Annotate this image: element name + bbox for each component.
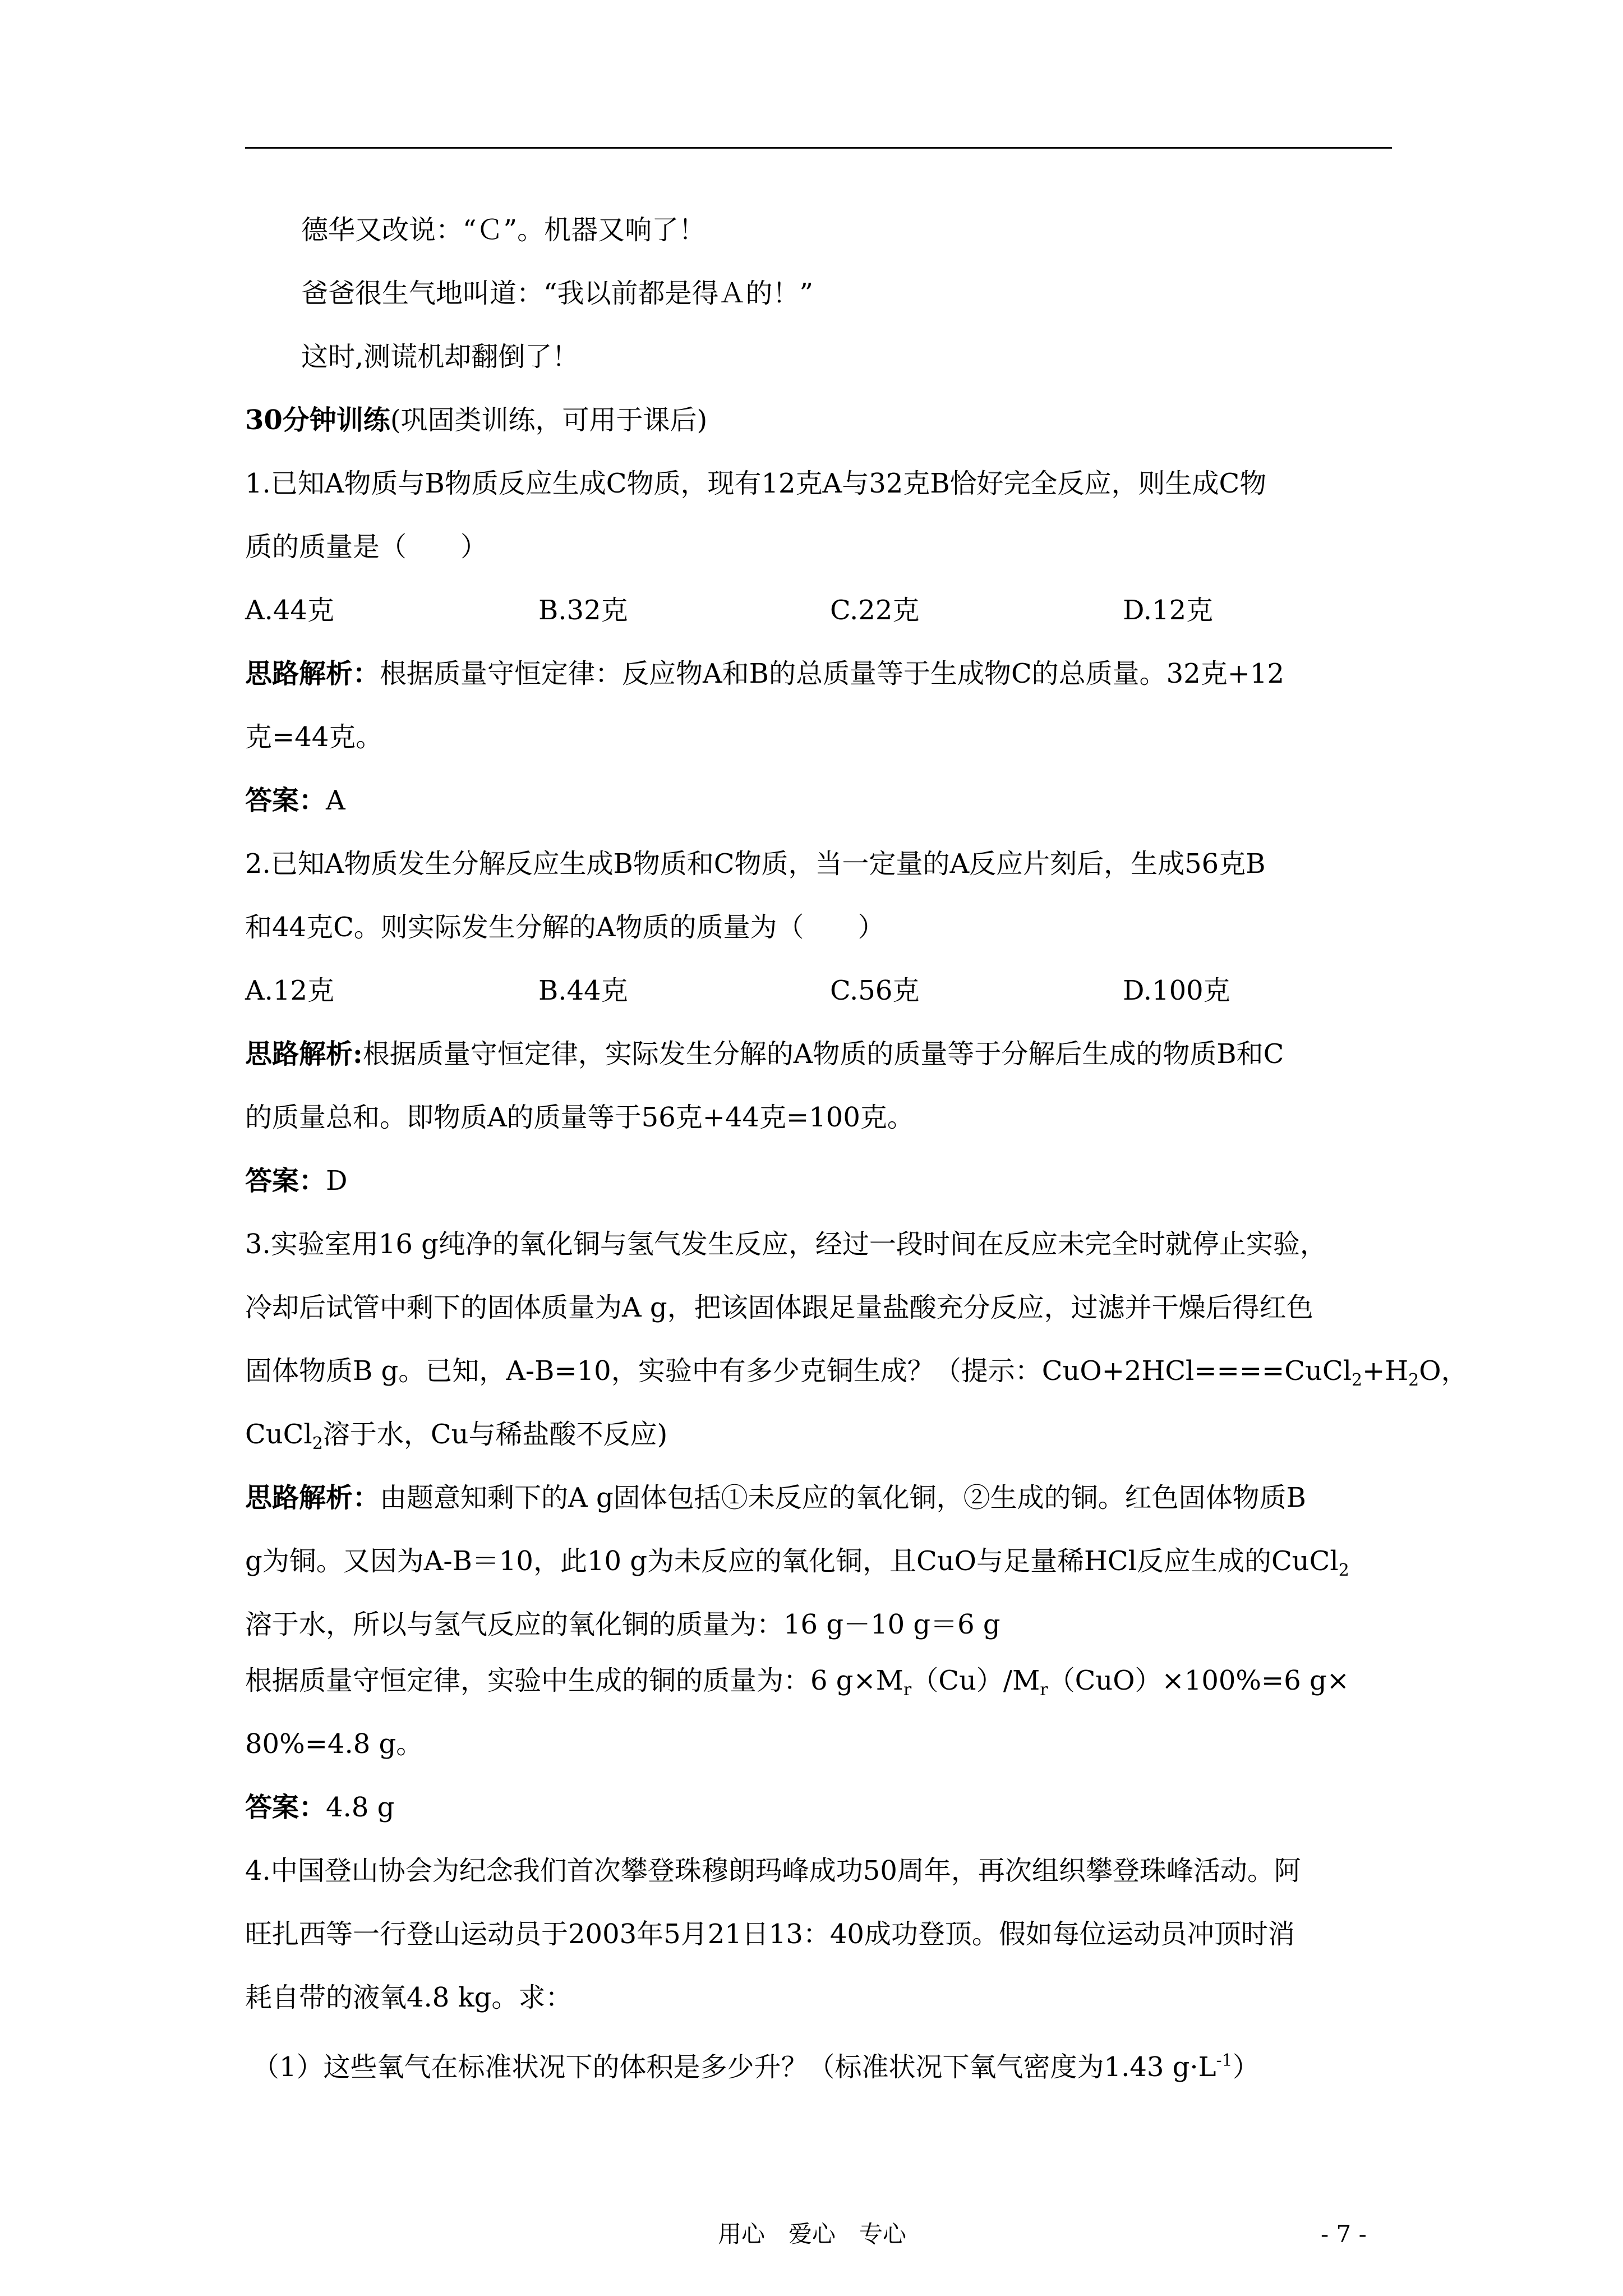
- q3-mr-subscript-2: r: [1040, 1680, 1048, 1700]
- q1-answer: [245, 784, 345, 817]
- q2-answer-value: D: [326, 1165, 348, 1197]
- q1-stem-line-2: 质的质量是（ ）: [245, 531, 488, 563]
- q3-analysis-line-2: [245, 1544, 1349, 1588]
- q3-stem-text-3b: +H: [1362, 1355, 1409, 1387]
- q3-answer-value: 4.8 g: [326, 1792, 395, 1823]
- story-line-3: 这时,测谎机却翻倒了！: [301, 341, 579, 372]
- q3-analysis-label: 思路解析：: [245, 1482, 380, 1513]
- q3-stem-text-3: 固体物质B g。已知，A-B=10，实验中有多少克铜生成？（提示：CuO+2HCl====CuCl: [245, 1355, 1352, 1387]
- q2-option-b: B.44克: [538, 975, 628, 1006]
- q3-analysis-text-1: 由题意知剩下的A g固体包括①未反应的氧化铜，②生成的铜。红色固体物质B: [380, 1482, 1306, 1513]
- q3-analysis-text-2: g为铜。又因为A-B＝10，此10 g为未反应的氧化铜，且CuO与足量稀HCl反应生成的CuCl: [245, 1545, 1339, 1577]
- q3-answer: [245, 1791, 394, 1824]
- q3-analysis-text-4c: （CuO）×100%=6 g×: [1048, 1665, 1349, 1696]
- q1-option-d: D.12克: [1123, 595, 1214, 626]
- q3-stem-text-4b: 溶于水，Cu与稀盐酸不反应): [322, 1419, 668, 1450]
- q3-answer-label: 答案：: [245, 1792, 326, 1823]
- q3-analysis-text-4a: 根据质量守恒定律，实验中生成的铜的质量为：6 g×M: [245, 1665, 903, 1696]
- q4-stem-line-2: 旺扎西等一行登山运动员于2003年5月21日13：40成功登顶。假如每位运动员冲顶时消: [245, 1918, 1295, 1950]
- q3-analysis-text-4b: （Cu）/M: [911, 1665, 1040, 1696]
- q2-analysis-line-1: [245, 1037, 1284, 1071]
- q2-answer: [245, 1164, 348, 1198]
- q2-analysis-text-1: 根据质量守恒定律，实际发生分解的A物质的质量等于分解后生成的物质B和C: [362, 1038, 1284, 1070]
- q1-analysis-text-1: 根据质量守恒定律：反应物A和B的总质量等于生成物C的总质量。32克+12: [380, 658, 1285, 689]
- q4-stem-line-1: 4.中国登山协会为纪念我们首次攀登珠穆朗玛峰成功50周年，再次组织攀登珠峰活动。阿: [245, 1855, 1301, 1887]
- page-number: - 7 -: [1321, 2220, 1367, 2248]
- q1-option-a: A.44克: [245, 595, 335, 626]
- q3-subscript: 2: [1352, 1370, 1363, 1390]
- q3-stem-text-4a: CuCl: [245, 1419, 312, 1450]
- q2-analysis-line-2: 的质量总和。即物质A的质量等于56克+44克=100克。: [245, 1102, 914, 1133]
- q3-analysis-line-1: [245, 1481, 1306, 1515]
- q3-subscript-3: 2: [312, 1434, 323, 1453]
- header-rule: [245, 147, 1392, 149]
- q3-stem-line-4: [245, 1418, 667, 1461]
- section-title: 30分钟训练: [245, 404, 390, 436]
- q3-stem-line-1: 3.实验室用16 g纯净的氧化铜与氢气发生反应，经过一段时间在反应未完全时就停止实验，: [245, 1228, 1327, 1260]
- section-note: (巩固类训练，可用于课后): [390, 404, 708, 436]
- story-line-2: 爸爸很生气地叫道：“我以前都是得Ａ的！”: [301, 278, 814, 309]
- q2-stem-line-2: 和44克C。则实际发生分解的A物质的质量为（ ）: [245, 912, 885, 943]
- q1-option-c: C.22克: [830, 595, 920, 626]
- q3-subscript-2: 2: [1408, 1370, 1419, 1390]
- story-line-1: 德华又改说：“Ｃ”。机器又响了！: [301, 214, 706, 246]
- q3-mr-subscript-1: r: [903, 1680, 912, 1700]
- q3-stem-text-3c: O，: [1419, 1355, 1468, 1387]
- q4-sub1-text: （1）这些氧气在标准状况下的体积是多少升？（标准状况下氧气密度为1.43 g·L: [252, 2051, 1216, 2083]
- q4-sub1-superscript: -1: [1216, 2051, 1233, 2070]
- q3-analysis-line-5: 80%=4.8 g。: [245, 1728, 423, 1760]
- q3-stem-line-2: 冷却后试管中剩下的固体质量为A g，把该固体跟足量盐酸充分反应，过滤并干燥后得红色: [245, 1292, 1313, 1323]
- q1-analysis-label: 思路解析：: [245, 658, 380, 689]
- q1-stem-line-1: 1.已知A物质与B物质反应生成C物质，现有12克A与32克B恰好完全反应，则生成C物: [245, 468, 1267, 499]
- q3-analysis-subscript: 2: [1338, 1561, 1349, 1580]
- q2-answer-label: 答案：: [245, 1165, 326, 1197]
- q1-analysis-line-2: 克=44克。: [245, 721, 383, 753]
- q2-stem-line-1: 2.已知A物质发生分解反应生成B物质和C物质，当一定量的A反应片刻后，生成56克B: [245, 848, 1266, 880]
- q2-analysis-label: 思路解析:: [245, 1038, 363, 1070]
- q4-stem-line-3: 耗自带的液氧4.8 kg。求：: [245, 1982, 573, 2013]
- q1-answer-label: 答案：: [245, 785, 326, 816]
- q3-analysis-line-3: 溶于水，所以与氢气反应的氧化铜的质量为：16 g－10 g＝6 g: [245, 1609, 1000, 1640]
- q3-stem-line-3: [245, 1354, 1468, 1397]
- q4-sub-question-1: [252, 2044, 1260, 2084]
- q3-analysis-line-4: [245, 1664, 1349, 1707]
- section-heading: [245, 403, 707, 437]
- q1-analysis-line-1: [245, 657, 1284, 691]
- footer-motto: 用心 爱心 专心: [718, 2220, 907, 2248]
- q2-option-c: C.56克: [830, 975, 920, 1006]
- q4-sub1-end: ）: [1232, 2051, 1260, 2083]
- q2-option-a: A.12克: [245, 975, 335, 1006]
- q2-option-d: D.100克: [1123, 975, 1230, 1006]
- q1-option-b: B.32克: [538, 595, 628, 626]
- q1-answer-value: A: [326, 785, 345, 816]
